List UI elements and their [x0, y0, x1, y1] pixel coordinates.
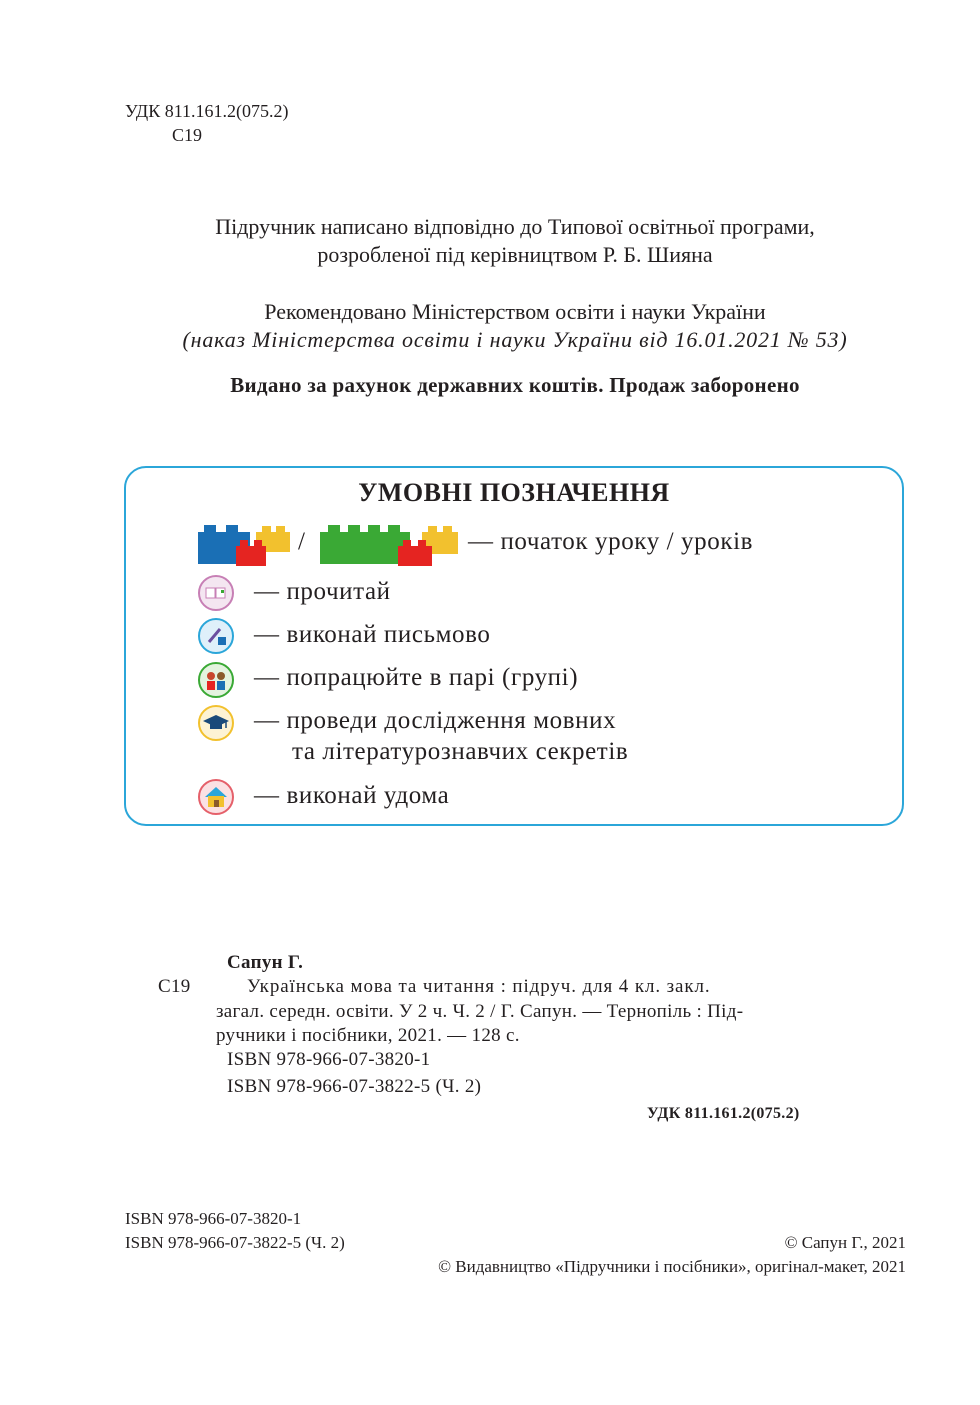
bib-isbn-2: ISBN 978-966-07-3822-5 (Ч. 2) [227, 1076, 482, 1097]
legend-item-pair: — попрацюйте в парі (групі) [254, 664, 579, 691]
legend-item-read: — прочитай [254, 578, 391, 605]
order-line: (наказ Міністерства освіти і науки України від 16.01.2021 № 53) [182, 327, 848, 352]
footer-isbn-2: ISBN 978-966-07-3822-5 (Ч. 2) [125, 1233, 345, 1252]
bib-author: Сапун Г. [227, 952, 304, 973]
copyright-publisher: © Видавництво «Підручники і посібники», оригінал-макет, 2021 [438, 1257, 906, 1276]
single-lesson-bricks-icon [196, 520, 296, 568]
lesson-start-label: — початок уроку / уроків [468, 528, 754, 555]
legend-item-write: — виконай письмово [254, 621, 491, 648]
legend-slash: / [298, 528, 306, 555]
book-read-icon [198, 575, 234, 611]
curriculum-line-1: Підручник написано відповідно до Типової освітньої програми, [215, 214, 815, 239]
copyright-author: © Сапун Г., 2021 [784, 1233, 906, 1252]
free-distribution-notice: Видано за рахунок державних коштів. Продаж заборонено [230, 373, 800, 397]
legend-item-research-line2: та літературознавчих секретів [292, 738, 629, 765]
pair-work-icon [198, 662, 234, 698]
home-icon [198, 779, 234, 815]
udk-header [125, 99, 289, 147]
curriculum-statement [0, 213, 980, 269]
bib-isbn-1: ISBN 978-966-07-3820-1 [227, 1049, 431, 1070]
legend-item-home: — виконай удома [254, 782, 450, 809]
bib-line-1: Українська мова та читання : підруч. для 4 кл. закл. [247, 976, 711, 997]
pen-write-icon [198, 618, 234, 654]
legend-box [124, 466, 904, 826]
bib-line-3: ручники і посібники, 2021. — 128 с. [216, 1025, 520, 1046]
bib-line-2: загал. середн. освіти. У 2 ч. Ч. 2 / Г. Сапун. — Тернопіль : Під- [216, 1001, 744, 1022]
udk-line: УДК 811.161.2(075.2) [125, 101, 289, 121]
multi-lesson-bricks-icon [318, 520, 462, 568]
curriculum-line-2: розробленої під керівництвом Р. Б. Шияна [317, 242, 713, 267]
bib-code: С19 [158, 976, 191, 997]
recommended-line: Рекомендовано Міністерством освіти і науки України [264, 299, 766, 324]
classification-code: С19 [172, 125, 203, 145]
legend-item-research: — проведи дослідження мовних [254, 707, 617, 734]
footer-isbn-1: ISBN 978-966-07-3820-1 [125, 1209, 302, 1228]
recommendation [0, 298, 980, 354]
bib-udk: УДК 811.161.2(075.2) [647, 1105, 800, 1122]
graduation-cap-icon [198, 705, 234, 741]
legend-title: УМОВНІ ПОЗНАЧЕННЯ [358, 478, 670, 507]
